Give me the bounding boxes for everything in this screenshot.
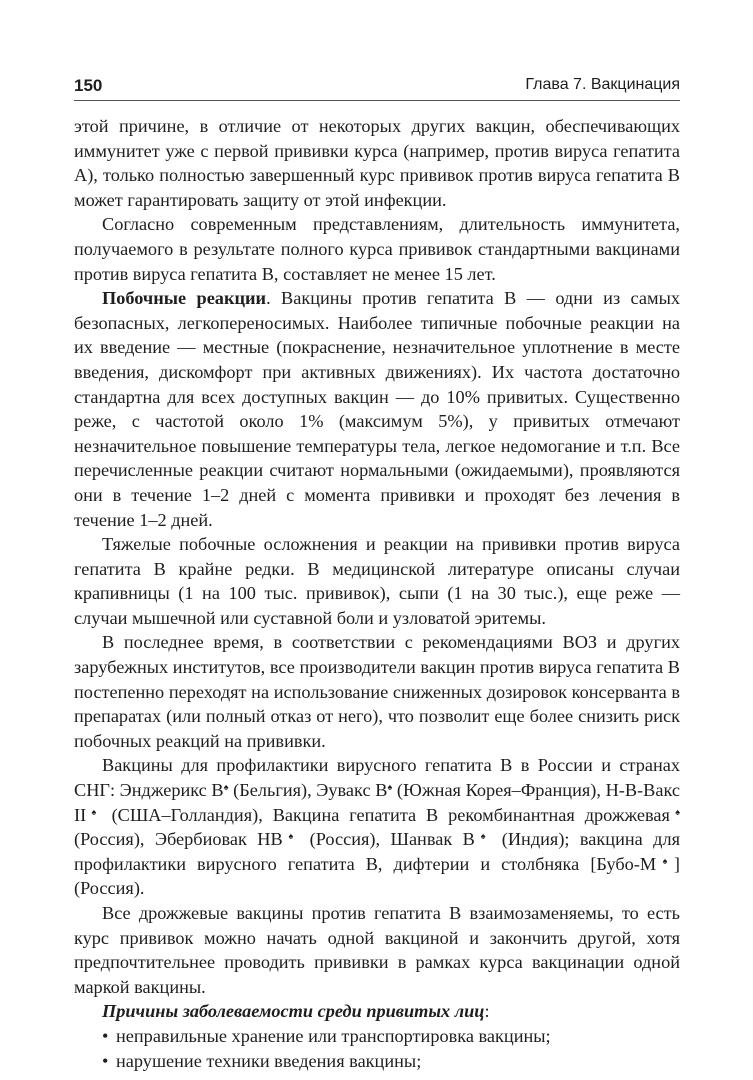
list-item: • неправильные хранение или транспортировка вакцины; <box>102 1024 680 1049</box>
list-item: • нарушение техники введения вакцины; <box>102 1049 680 1074</box>
bullet-icon: • <box>102 1050 109 1071</box>
page-body <box>74 114 680 1073</box>
chapter-title: Глава 7. Вакцинация <box>525 76 680 93</box>
registration-mark: ♠ <box>86 806 102 817</box>
paragraph-2: Согласно современным представлениям, длительность иммунитета, получаемого в результате полного курса прививок стандартными вакцинами против вируса гепатита В, составляет не менее 15 лет. <box>74 214 680 284</box>
paragraph-causes: Причины заболеваемости среди привитых лиц: <box>102 1001 490 1022</box>
paragraph-5: В последнее время, в соответствии с рекомендациями ВОЗ и других зарубежных институтов, все производители вакцин против вируса гепатита В постепенно переходят на использование сниженных дозировок консерванта в препаратах (или полный отказ от него), что позволит еще более снизить риск побочных реакций на прививки. <box>74 632 680 751</box>
causes-list <box>74 1024 680 1073</box>
paragraph-vaccines-list: Вакцины для профилактики вирусного гепатита В в России и странах СНГ: Энджерикс В♠ (Бельгия), Эувакс В♠ (Южная Корея–Франция), Н-В-Вакс II♠ (США–Голландия), Вакцина гепатита В рекомбинантная дрожжевая♠ (Россия), Эбербиовак НВ♠ (Россия), Шанвак В♠ (Индия); вакцина для профилактики вирусного гепатита В, дифтерии и столбняка [Бубо-М♠] (Россия). <box>74 755 681 899</box>
paragraph-7: Все дрожжевые вакцины против гепатита В взаимозаменяемы, то есть курс прививок можно начать одной вакциной и закончить другой, хотя предпочтительнее проводить прививки в рамках курса вакцинации одной маркой вакцины. <box>74 903 680 997</box>
paragraph-1: этой причине, в отличие от некоторых других вакцин, обеспечивающих иммунитет уже с первой прививки курса (например, против вируса гепатита А), только полностью завершенный курс прививок против вируса гепатита В может гарантировать защиту от этой инфекции. <box>74 116 680 210</box>
registration-mark: ♠ <box>387 782 393 793</box>
side-effects-text: . Вакцины против гепатита В — одни из самых безопасных, легкопереносимых. Наиболее типичные побочные реакции на их введение — местные (покраснение, незначительное уплотнение в месте введения, дискомфорт при активных движениях). Их частота достаточно стандартна для всех доступных вакцин — до 10% привитых. Существенно реже, с частотой около 1% (максимум 5%), у привитых отмечают незначительное повышение температуры тела, легкое недомогание и т.п. Все перечисленные реакции считают нормальными (ожидаемыми), проявляются они в течение 1–2 дней с момента прививки и проходят без лечения в течение 1–2 дней. <box>74 288 680 530</box>
causes-heading: Причины заболеваемости среди привитых лиц <box>102 1001 485 1022</box>
registration-mark: ♠ <box>656 855 674 866</box>
registration-mark: ♠ <box>669 806 681 817</box>
page-number: 150 <box>74 76 103 95</box>
bullet-icon: • <box>102 1025 109 1046</box>
registration-mark: ♠ <box>282 831 300 842</box>
side-effects-heading: Побочные реакции <box>102 288 267 309</box>
registration-mark: ♠ <box>474 831 492 842</box>
paragraph-side-effects <box>74 286 680 532</box>
paragraph-4: Тяжелые побочные осложнения и реакции на прививки против вируса гепатита В крайне редки. В медицинской литературе описаны случаи крапивницы (1 на 100 тыс. прививок), сыпи (1 на 30 тыс.), еще реже — случаи мышечной или суставной боли и узловатой эритемы. <box>74 534 680 628</box>
page-header <box>74 70 680 101</box>
registration-mark: ♠ <box>223 782 229 793</box>
